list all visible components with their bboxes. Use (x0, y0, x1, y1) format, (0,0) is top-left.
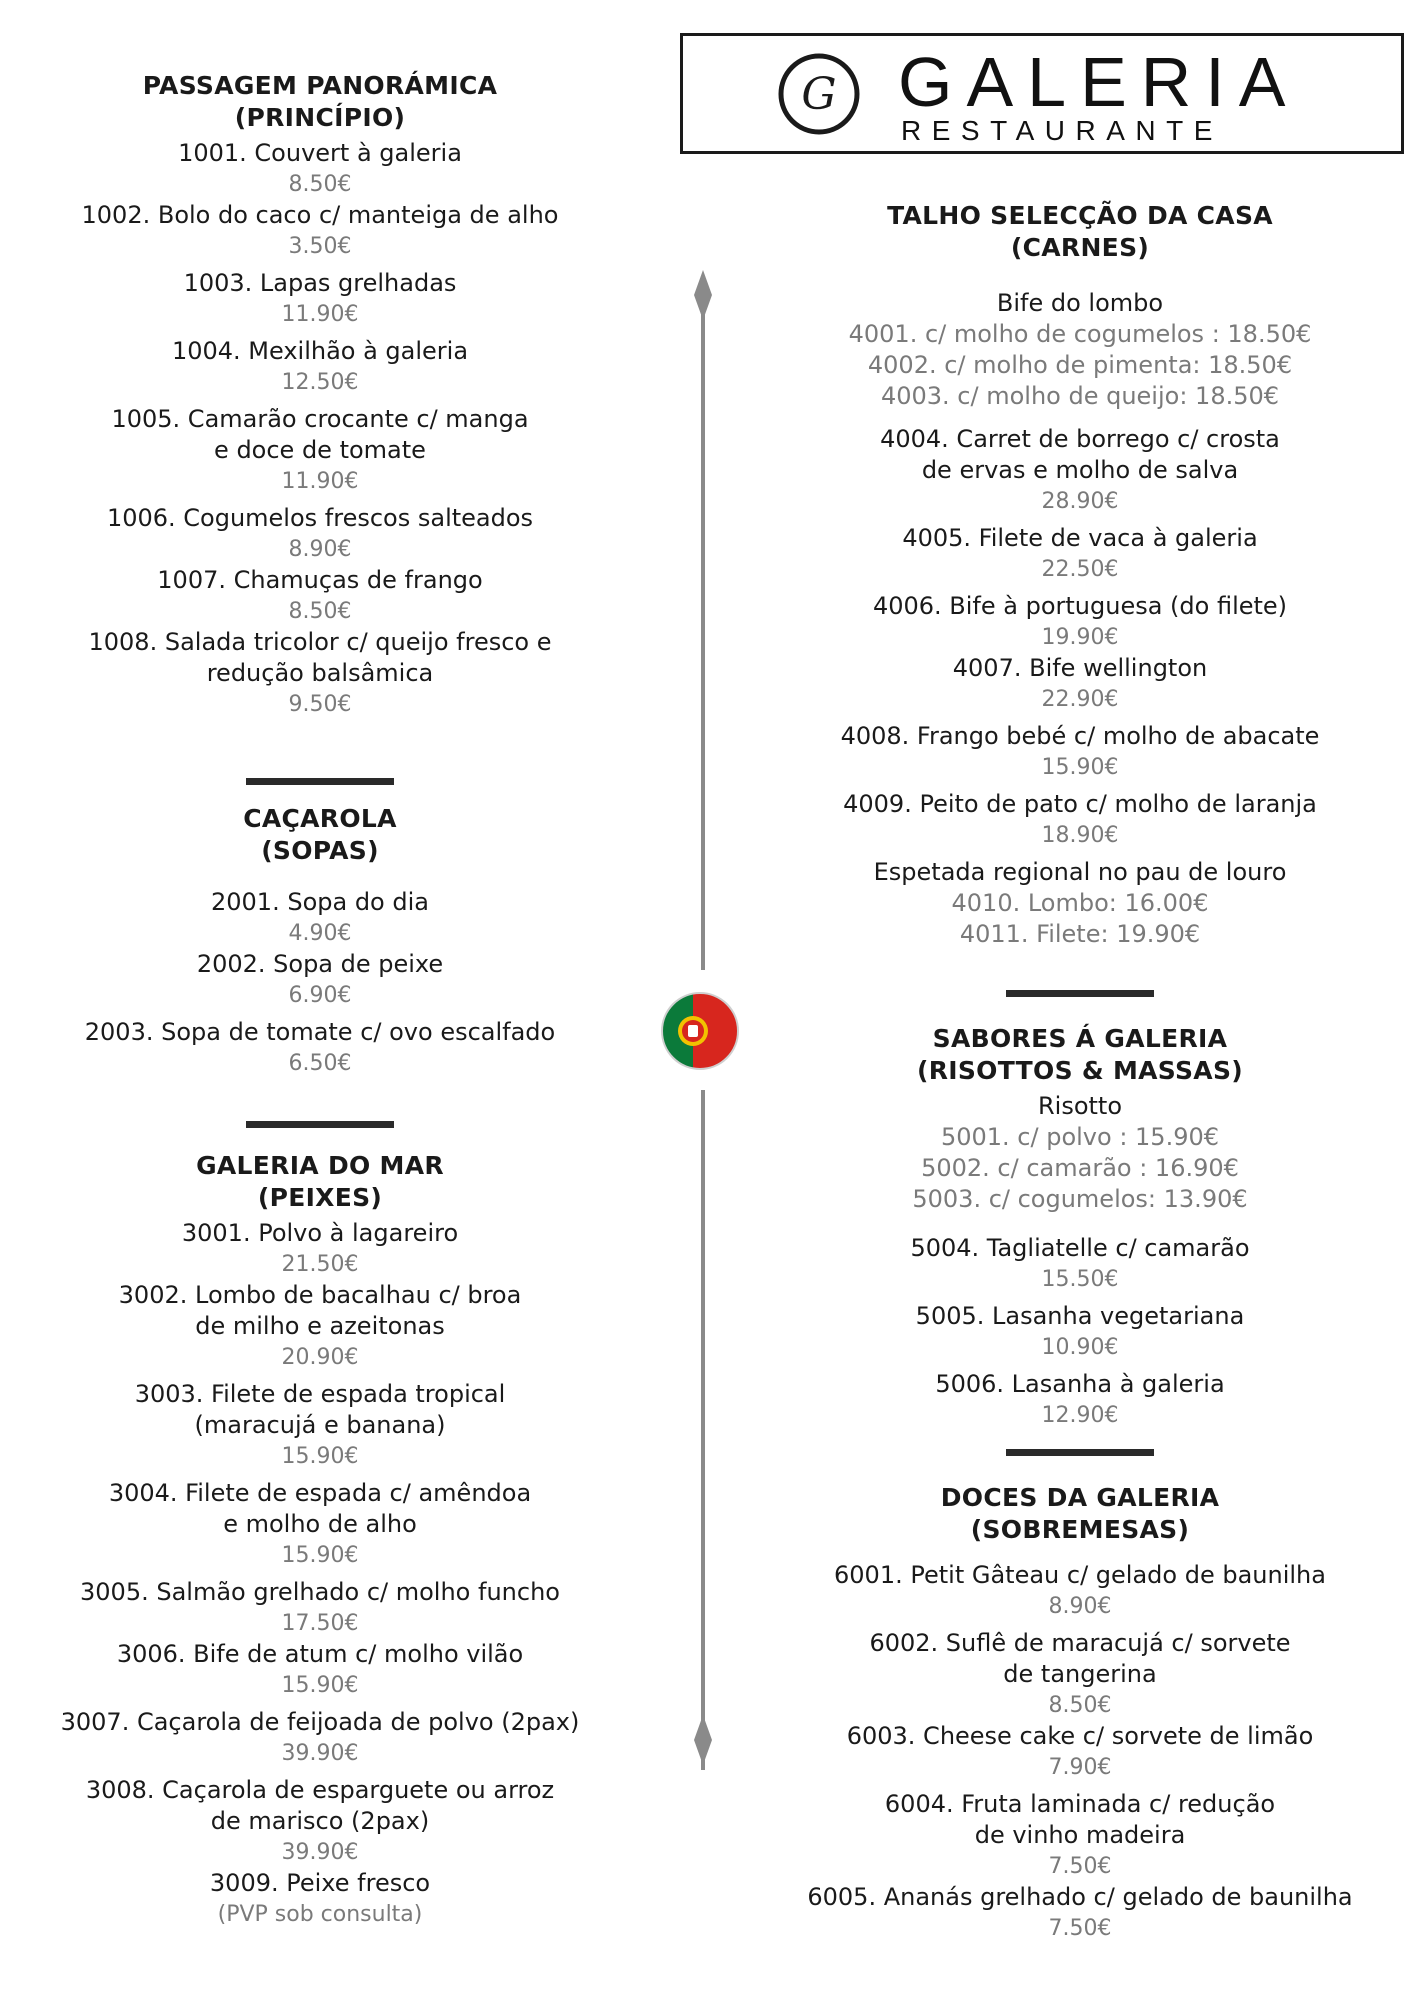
section-talho (735, 200, 1414, 950)
group-heading: Espetada regional no pau de louro (873, 858, 1287, 886)
menu-item: 3003. Filete de espada tropical (maracujá e banana) 15.90€ (20, 1379, 620, 1472)
item-price: 17.50€ (281, 1611, 359, 1636)
menu-item: 3009. Peixe fresco (PVP sob consulta) (20, 1868, 620, 1930)
section-divider (1006, 990, 1154, 997)
section-title: DOCES DA GALERIA (940, 1483, 1220, 1512)
group-option: 4003. c/ molho de queijo: 18.50€ (880, 382, 1280, 410)
menu-item: 5006. Lasanha à galeria 12.90€ (735, 1369, 1414, 1431)
item-price: 39.90€ (281, 1741, 359, 1766)
item-price: 19.90€ (1041, 625, 1119, 650)
item-price: 4.90€ (288, 921, 352, 946)
group-heading: Bife do lombo (996, 289, 1164, 317)
menu-item: 1001. Couvert à galeria 8.50€ (20, 138, 620, 200)
menu-item: 6003. Cheese cake c/ sorvete de limão 7.90€ (735, 1721, 1414, 1783)
menu-item: 2002. Sopa de peixe 6.90€ (20, 949, 620, 1011)
group-option: 4002. c/ molho de pimenta: 18.50€ (867, 351, 1293, 379)
section-title: GALERIA DO MAR (196, 1151, 444, 1180)
group-option: 4001. c/ molho de cogumelos : 18.50€ (848, 320, 1312, 348)
menu-group (735, 288, 1414, 412)
item-price: 8.50€ (1048, 1693, 1112, 1718)
item-price: 15.90€ (281, 1543, 359, 1568)
section-doces (735, 1482, 1414, 1944)
menu-item: 4005. Filete de vaca à galeria 22.50€ (735, 523, 1414, 585)
menu-item: 1006. Cogumelos frescos salteados 8.90€ (20, 503, 620, 565)
menu-item: 6001. Petit Gâteau c/ gelado de baunilha 8.90€ (735, 1560, 1414, 1622)
section-subtitle: (PRINCÍPIO) (234, 103, 406, 132)
item-price: 18.90€ (1041, 823, 1119, 848)
item-price: 20.90€ (281, 1345, 359, 1370)
item-price: 7.50€ (1048, 1916, 1112, 1941)
section-subtitle: (SOBREMESAS) (970, 1515, 1190, 1544)
item-price: 8.50€ (288, 599, 352, 624)
menu-item: 1004. Mexilhão à galeria 12.50€ (20, 336, 620, 398)
item-price: 39.90€ (281, 1840, 359, 1865)
menu-item: 6005. Ananás grelhado c/ gelado de baunilha 7.50€ (735, 1882, 1414, 1944)
item-price: (PVP sob consulta) (217, 1902, 423, 1927)
menu-item: 6004. Fruta laminada c/ redução de vinho madeira 7.50€ (735, 1789, 1414, 1882)
item-price: 7.90€ (1048, 1755, 1112, 1780)
menu-item: 1005. Camarão crocante c/ manga e doce de tomate 11.90€ (20, 404, 620, 497)
section-divider (246, 778, 394, 785)
brand-subtitle: RESTAURANTE (901, 115, 1223, 146)
menu-item: 3004. Filete de espada c/ amêndoa e molho de alho 15.90€ (20, 1478, 620, 1571)
section-title: CAÇAROLA (243, 804, 397, 833)
section-title: PASSAGEM PANORÁMICA (142, 71, 498, 100)
menu-item: 4004. Carret de borrego c/ crosta de ervas e molho de salva 28.90€ (735, 424, 1414, 517)
item-price: 6.90€ (288, 983, 352, 1008)
item-price: 21.50€ (281, 1252, 359, 1277)
item-price: 15.90€ (1041, 755, 1119, 780)
section-cacarola (20, 803, 620, 1079)
menu-item: 4007. Bife wellington 22.90€ (735, 653, 1414, 715)
section-subtitle: (CARNES) (1010, 233, 1150, 262)
left-column (20, 70, 620, 1930)
brand-name: GALERIA (898, 43, 1300, 121)
item-price: 8.50€ (288, 172, 352, 197)
group-heading: Risotto (1037, 1092, 1123, 1120)
item-price: 22.90€ (1041, 687, 1119, 712)
item-price: 15.90€ (281, 1444, 359, 1469)
section-divider (1006, 1449, 1154, 1456)
item-price: 12.90€ (1041, 1403, 1119, 1428)
item-price: 8.90€ (1048, 1594, 1112, 1619)
item-price: 8.90€ (288, 537, 352, 562)
restaurant-logo (680, 33, 1404, 154)
item-price: 15.90€ (281, 1673, 359, 1698)
group-option: 5001. c/ polvo : 15.90€ (940, 1123, 1220, 1151)
item-price: 28.90€ (1041, 489, 1119, 514)
section-subtitle: (RISOTTOS & MASSAS) (917, 1056, 1243, 1085)
menu-item: 4009. Peito de pato c/ molho de laranja 18.90€ (735, 789, 1414, 851)
item-price: 22.50€ (1041, 557, 1119, 582)
menu-item: 1002. Bolo do caco c/ manteiga de alho 3.50€ (20, 200, 620, 262)
section-passagem (20, 70, 620, 720)
menu-item: 3002. Lombo de bacalhau c/ broa de milho e azeitonas 20.90€ (20, 1280, 620, 1373)
section-title: TALHO SELECÇÃO DA CASA (887, 201, 1273, 230)
menu-item: 2001. Sopa do dia 4.90€ (20, 887, 620, 949)
menu-item: 1008. Salada tricolor c/ queijo fresco e redução balsâmica 9.50€ (20, 627, 620, 720)
item-price: 9.50€ (288, 692, 352, 717)
menu-item: 2003. Sopa de tomate c/ ovo escalfado 6.50€ (20, 1017, 620, 1079)
item-price: 3.50€ (288, 234, 352, 259)
group-option: 5003. c/ cogumelos: 13.90€ (912, 1185, 1248, 1213)
right-column (735, 200, 1414, 1944)
section-divider (246, 1121, 394, 1128)
section-title: SABORES Á GALERIA (932, 1024, 1228, 1053)
item-price: 12.50€ (281, 370, 359, 395)
menu-group (735, 1091, 1414, 1215)
svg-text:G: G (801, 69, 837, 120)
menu-group (735, 857, 1414, 950)
section-galeria-mar (20, 1150, 620, 1930)
menu-item: 3008. Caçarola de esparguete ou arroz de marisco (2pax) 39.90€ (20, 1775, 620, 1868)
menu-item: 5005. Lasanha vegetariana 10.90€ (735, 1301, 1414, 1363)
menu-item: 3001. Polvo à lagareiro 21.50€ (20, 1218, 620, 1280)
menu-item: 5004. Tagliatelle c/ camarão 15.50€ (735, 1233, 1414, 1295)
group-option: 5002. c/ camarão : 16.90€ (921, 1154, 1239, 1182)
menu-item: 1007. Chamuças de frango 8.50€ (20, 565, 620, 627)
monogram-g-icon (778, 53, 860, 135)
menu-item: 6002. Suflê de maracujá c/ sorvete de tangerina 8.50€ (735, 1628, 1414, 1721)
menu-item: 3007. Caçarola de feijoada de polvo (2pax) 39.90€ (20, 1707, 620, 1769)
portugal-flag-icon (660, 991, 740, 1071)
item-price: 10.90€ (1041, 1335, 1119, 1360)
item-price: 15.50€ (1041, 1267, 1119, 1292)
menu-item: 3006. Bife de atum c/ molho vilão 15.90€ (20, 1639, 620, 1701)
item-price: 11.90€ (281, 469, 359, 494)
menu-item: 3005. Salmão grelhado c/ molho funcho 17.50€ (20, 1577, 620, 1639)
group-option: 4011. Filete: 19.90€ (959, 920, 1201, 948)
section-sabores (735, 1023, 1414, 1431)
item-price: 7.50€ (1048, 1854, 1112, 1879)
item-price: 11.90€ (281, 302, 359, 327)
section-subtitle: (PEIXES) (257, 1183, 383, 1212)
menu-item: 4008. Frango bebé c/ molho de abacate 15.90€ (735, 721, 1414, 783)
menu-item: 1003. Lapas grelhadas 11.90€ (20, 268, 620, 330)
section-subtitle: (SOPAS) (261, 836, 379, 865)
group-option: 4010. Lombo: 16.00€ (951, 889, 1209, 917)
item-price: 6.50€ (288, 1051, 352, 1076)
menu-item: 4006. Bife à portuguesa (do filete) 19.90€ (735, 591, 1414, 653)
